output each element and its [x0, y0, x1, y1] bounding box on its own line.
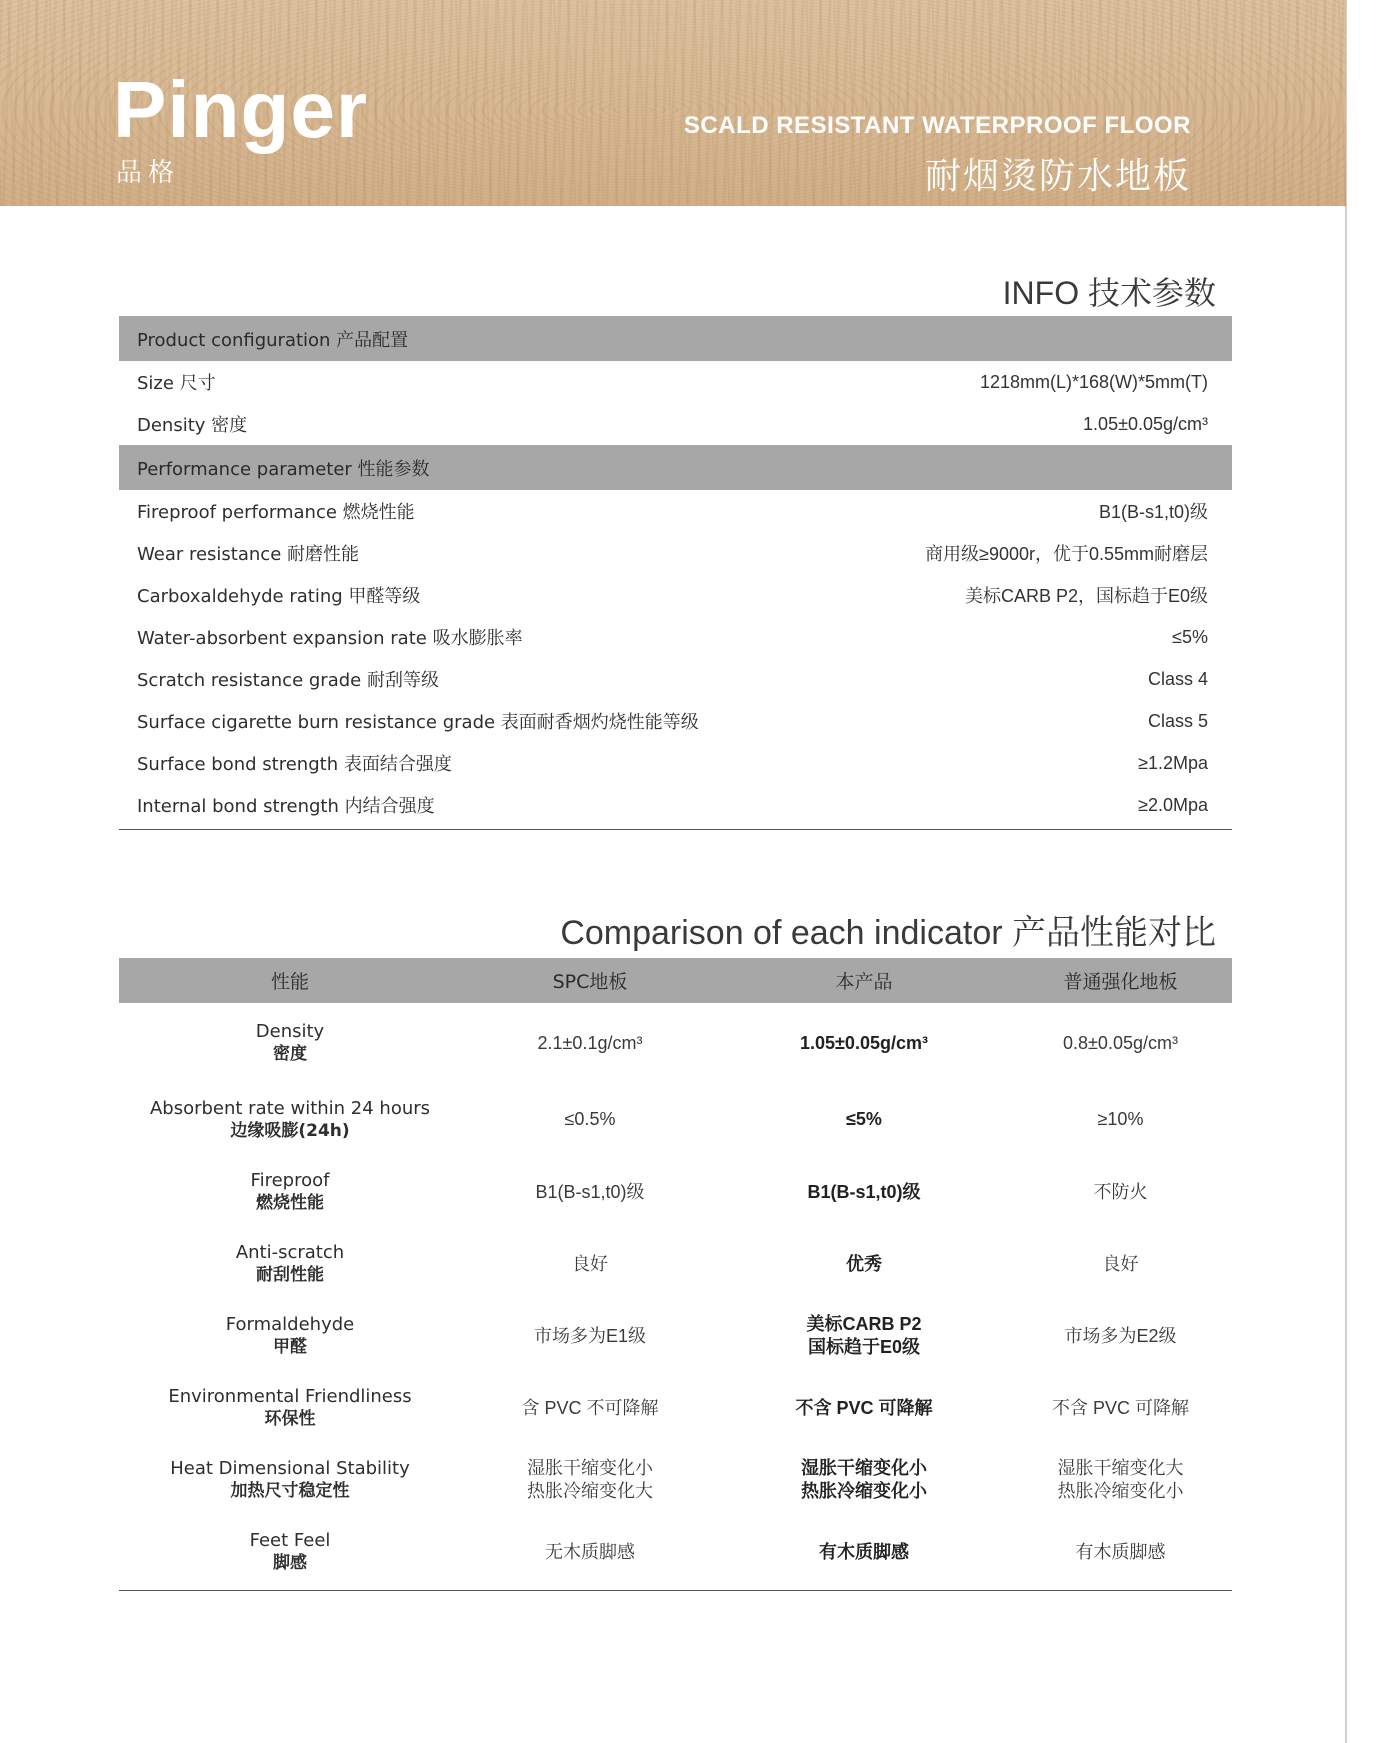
- comparison-row: [119, 1516, 1232, 1588]
- header-banner: [0, 0, 1346, 206]
- indicator-en: Heat Dimensional Stability: [170, 1458, 410, 1479]
- laminate-value: 湿胀干缩变化大 热胀冷缩变化小: [1057, 1458, 1184, 1501]
- spc-value: 良好: [572, 1253, 608, 1274]
- our-product-value: ≤5%: [846, 1109, 882, 1129]
- spec-row: [119, 700, 1232, 742]
- spec-value: Class 4: [1147, 668, 1208, 689]
- group-title: Product configuration 产品配置: [137, 329, 409, 351]
- spec-label: Scratch resistance grade 耐刮等级: [137, 670, 439, 691]
- comparison-row: [119, 1156, 1232, 1228]
- indicator-cn: 甲醛: [273, 1337, 307, 1357]
- spec-value: 美标CARB P2，国标趋于E0级: [964, 586, 1208, 606]
- our-product-value: 1.05±0.05g/cm³: [800, 1032, 928, 1053]
- column-header: 普通强化地板: [1063, 971, 1178, 993]
- spec-row: [119, 403, 1232, 445]
- spec-row: [119, 784, 1232, 826]
- spc-value: 2.1±0.1g/cm³: [537, 1032, 643, 1053]
- info-table: [119, 316, 1232, 830]
- laminate-value: 0.8±0.05g/cm³: [1063, 1032, 1178, 1053]
- brand-title: Pinger: [113, 65, 368, 154]
- table-divider: [119, 829, 1232, 830]
- info-heading: INFO 技术参数: [1002, 275, 1216, 311]
- comparison-heading: Comparison of each indicator 产品性能对比: [560, 914, 1216, 952]
- spec-label: Density 密度: [137, 415, 248, 436]
- spec-label: Size 尺寸: [137, 373, 216, 394]
- indicator-en: Anti-scratch: [235, 1242, 345, 1263]
- indicator-en: Absorbent rate within 24 hours: [149, 1097, 431, 1119]
- indicator-cn: 脚感: [273, 1553, 307, 1573]
- comparison-header-row: [119, 958, 1232, 1003]
- our-product-value: 不含 PVC 可降解: [795, 1397, 933, 1418]
- indicator-cn: 边缘吸膨(24h): [230, 1120, 350, 1141]
- spec-value: Class 5: [1147, 710, 1208, 731]
- spec-row: [119, 658, 1232, 700]
- spc-value: 含 PVC 不可降解: [521, 1397, 659, 1418]
- spec-value: ≥2.0Mpa: [1138, 794, 1208, 815]
- comparison-row: [119, 1372, 1232, 1444]
- comparison-body: [119, 1003, 1232, 1588]
- indicator-name: [119, 1313, 461, 1359]
- spec-label: Surface bond strength 表面结合强度: [137, 754, 452, 775]
- table-divider: [119, 1590, 1232, 1591]
- spec-row: [119, 742, 1232, 784]
- spec-row: [119, 490, 1232, 532]
- spec-row: [119, 532, 1232, 574]
- comparison-row: [119, 1083, 1232, 1156]
- spec-label: Wear resistance 耐磨性能: [137, 544, 359, 565]
- indicator-name: [119, 1241, 461, 1287]
- indicator-en: Environmental Friendliness: [168, 1386, 412, 1407]
- column-header: SPC地板: [552, 971, 628, 993]
- spec-label: Fireproof performance 燃烧性能: [137, 502, 415, 523]
- laminate-value: 有木质脚感: [1075, 1541, 1166, 1562]
- product-subtitle-en: SCALD RESISTANT WATERPROOF FLOOR: [683, 112, 1191, 139]
- indicator-name: [119, 1097, 461, 1143]
- our-product-value: 优秀: [846, 1253, 882, 1274]
- brand-title-cn: 品格: [116, 158, 181, 188]
- indicator-en: Density: [255, 1021, 325, 1042]
- comparison-row: [119, 1444, 1232, 1516]
- spec-value: 1218mm(L)*168(W)*5mm(T): [979, 371, 1208, 392]
- spc-value: 湿胀干缩变化小 热胀冷缩变化大: [527, 1458, 653, 1501]
- indicator-en: Formaldehyde: [225, 1314, 355, 1335]
- comparison-table: [119, 958, 1232, 1591]
- indicator-cn: 环保性: [264, 1409, 316, 1429]
- page-edge: [1345, 0, 1347, 1743]
- spec-value: ≥1.2Mpa: [1138, 752, 1208, 773]
- column-header: 本产品: [835, 971, 893, 993]
- indicator-en: Fireproof: [250, 1170, 330, 1191]
- indicator-cn: 耐刮性能: [256, 1265, 324, 1285]
- spec-label: Internal bond strength 内结合强度: [137, 796, 435, 817]
- group-title: Performance parameter 性能参数: [137, 458, 430, 480]
- spec-value: ≤5%: [1172, 626, 1208, 647]
- comparison-row: [119, 1228, 1232, 1300]
- laminate-value: 良好: [1102, 1253, 1139, 1274]
- indicator-cn: 加热尺寸稳定性: [230, 1481, 350, 1501]
- spec-label: Surface cigarette burn resistance grade 表面耐香烟灼烧性能等级: [137, 712, 699, 733]
- product-subtitle-cn: 耐烟烫防水地板: [924, 156, 1191, 197]
- spec-row: [119, 574, 1232, 616]
- spec-label: Water-absorbent expansion rate 吸水膨胀率: [137, 628, 523, 649]
- indicator-name: [119, 1169, 461, 1215]
- spec-value: 商用级≥9000r，优于0.55mm耐磨层: [925, 544, 1208, 564]
- indicator-name: [119, 1020, 461, 1066]
- group-header-product-configuration: [119, 316, 1232, 361]
- laminate-value: 不含 PVC 可降解: [1051, 1397, 1189, 1418]
- spec-value: 1.05±0.05g/cm³: [1083, 413, 1208, 434]
- comparison-row: [119, 1003, 1232, 1083]
- indicator-cn: 燃烧性能: [256, 1193, 324, 1213]
- indicator-cn: 密度: [273, 1044, 307, 1064]
- laminate-value: 不防火: [1093, 1181, 1148, 1202]
- spec-value: B1(B-s1,t0)级: [1098, 502, 1208, 522]
- laminate-value: 市场多为E2级: [1064, 1325, 1177, 1346]
- spec-row: [119, 361, 1232, 403]
- indicator-en: Feet Feel: [249, 1530, 331, 1551]
- spec-label: Carboxaldehyde rating 甲醛等级: [137, 586, 421, 607]
- our-product-value: 美标CARB P2 国标趋于E0级: [806, 1314, 922, 1357]
- spc-value: 市场多为E1级: [533, 1325, 647, 1346]
- column-header: 性能: [270, 971, 309, 993]
- our-product-value: 有木质脚感: [819, 1541, 909, 1562]
- spc-value: 无木质脚感: [545, 1541, 635, 1562]
- indicator-name: [119, 1385, 461, 1431]
- indicator-name: [119, 1529, 461, 1575]
- our-product-value: B1(B-s1,t0)级: [807, 1181, 921, 1202]
- spec-row: [119, 616, 1232, 658]
- indicator-name: [119, 1457, 461, 1503]
- spc-value: B1(B-s1,t0)级: [535, 1181, 645, 1202]
- our-product-value: 湿胀干缩变化小 热胀冷缩变化小: [801, 1458, 927, 1501]
- group-header-performance-parameter: [119, 445, 1232, 490]
- laminate-value: ≥10%: [1097, 1109, 1144, 1129]
- comparison-row: [119, 1300, 1232, 1372]
- spc-value: ≤0.5%: [564, 1109, 616, 1129]
